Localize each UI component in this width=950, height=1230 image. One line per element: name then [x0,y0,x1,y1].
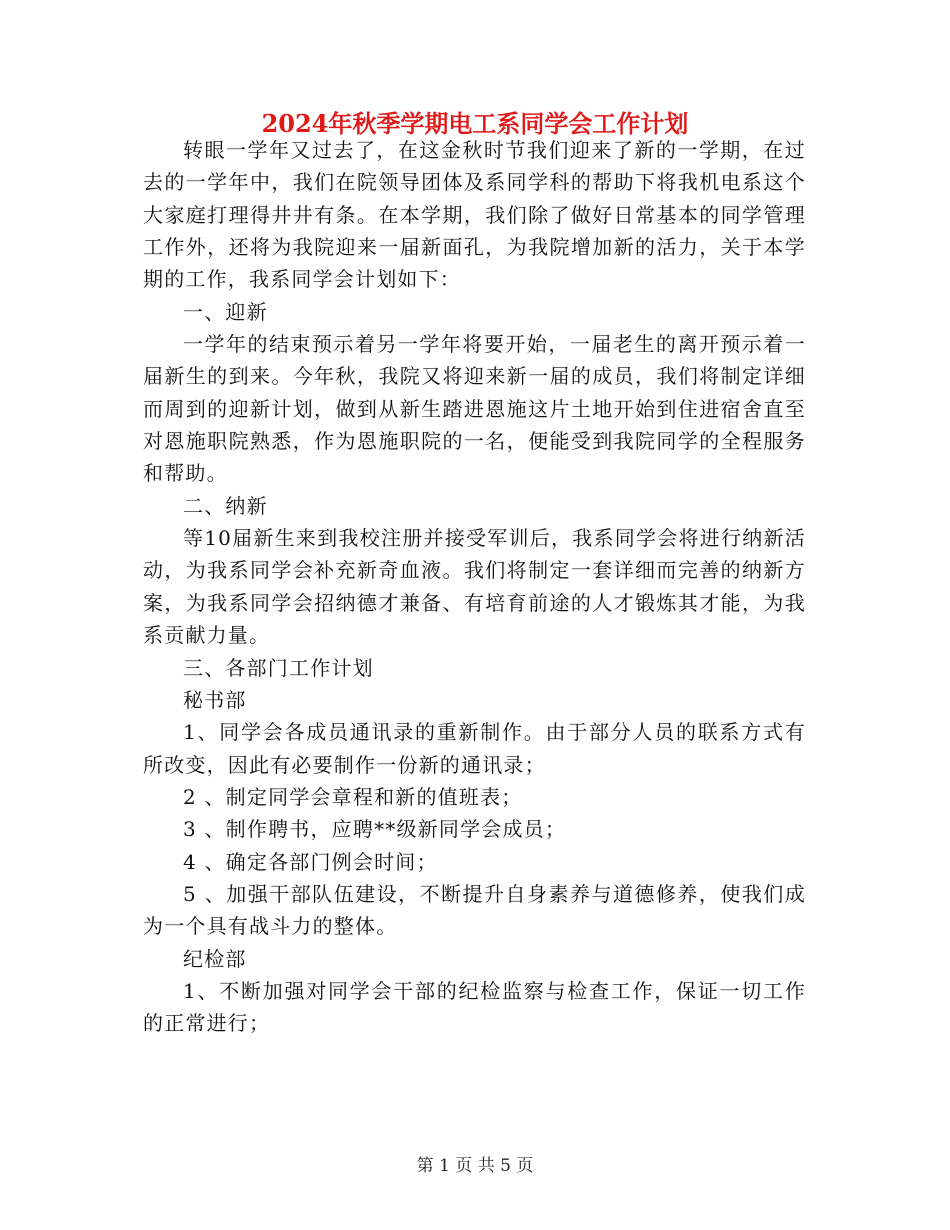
paragraph-intro: 转眼一学年又过去了，在这金秋时节我们迎来了新的一学期，在过去的一学年中，我们在院领导团体及系同学科的帮助下将我机电系这个大家庭打理得井井有条。在本学期，我们除了做好日常基本的同学管理工作外，还将为我院迎来一届新面孔，为我院增加新的活力，关于本学期的工作，我系同学会计划如下： [143,138,806,292]
department-heading-discipline: 纪检部 [183,946,247,971]
section-heading-welcome: 一、迎新 [183,299,268,324]
list-item-discipline-1: 1、不断加强对同学会干部的纪检监察与检查工作，保证一切工作的正常进行； [143,978,806,1036]
document-body [143,134,806,1040]
list-item-secretariat-5: 5 、加强干部队伍建设，不断提升自身素养与道德修养，使我们成为一个具有战斗力的整体。 [143,881,806,939]
list-item-secretariat-1: 1、同学会各成员通讯录的重新制作。由于部分人员的联系方式有所改变，因此有必要制作一份新的通讯录； [143,720,806,777]
list-item-secretariat-4: 4 、确定各部门例会时间； [183,849,438,874]
paragraph-welcome: 一学年的结束预示着另一学年将要开始，一届老生的离开预示着一届新生的到来。今年秋，我院又将迎来新一届的成员，我们将制定详细而周到的迎新计划，做到从新生踏进恩施这片土地开始到住进宿舍直至对恩施职院熟悉，作为恩施职院的一名，便能受到我院同学的全程服务和帮助。 [143,332,806,486]
department-heading-secretariat: 秘书部 [183,687,247,712]
list-item-secretariat-3: 3 、制作聘书，应聘**级新同学会成员； [183,817,567,842]
section-heading-departments: 三、各部门工作计划 [183,655,374,680]
paragraph-recruit: 等10届新生来到我校注册并接受军训后，我系同学会将进行纳新活动，为我系同学会补充新奇血液。我们将制定一套详细而完善的纳新方案，为我系同学会招纳德才兼备、有培育前途的人才锻炼其才能，为我系贡献力量。 [143,526,806,648]
page-number: 第 1 页 共 5 页 [416,1156,534,1176]
section-heading-recruit: 二、纳新 [183,493,268,518]
document-title: 2024年秋季学期电工系同学会工作计划 [261,109,689,138]
list-item-secretariat-2: 2 、制定同学会章程和新的值班表； [183,784,523,809]
page-footer [0,1154,950,1178]
